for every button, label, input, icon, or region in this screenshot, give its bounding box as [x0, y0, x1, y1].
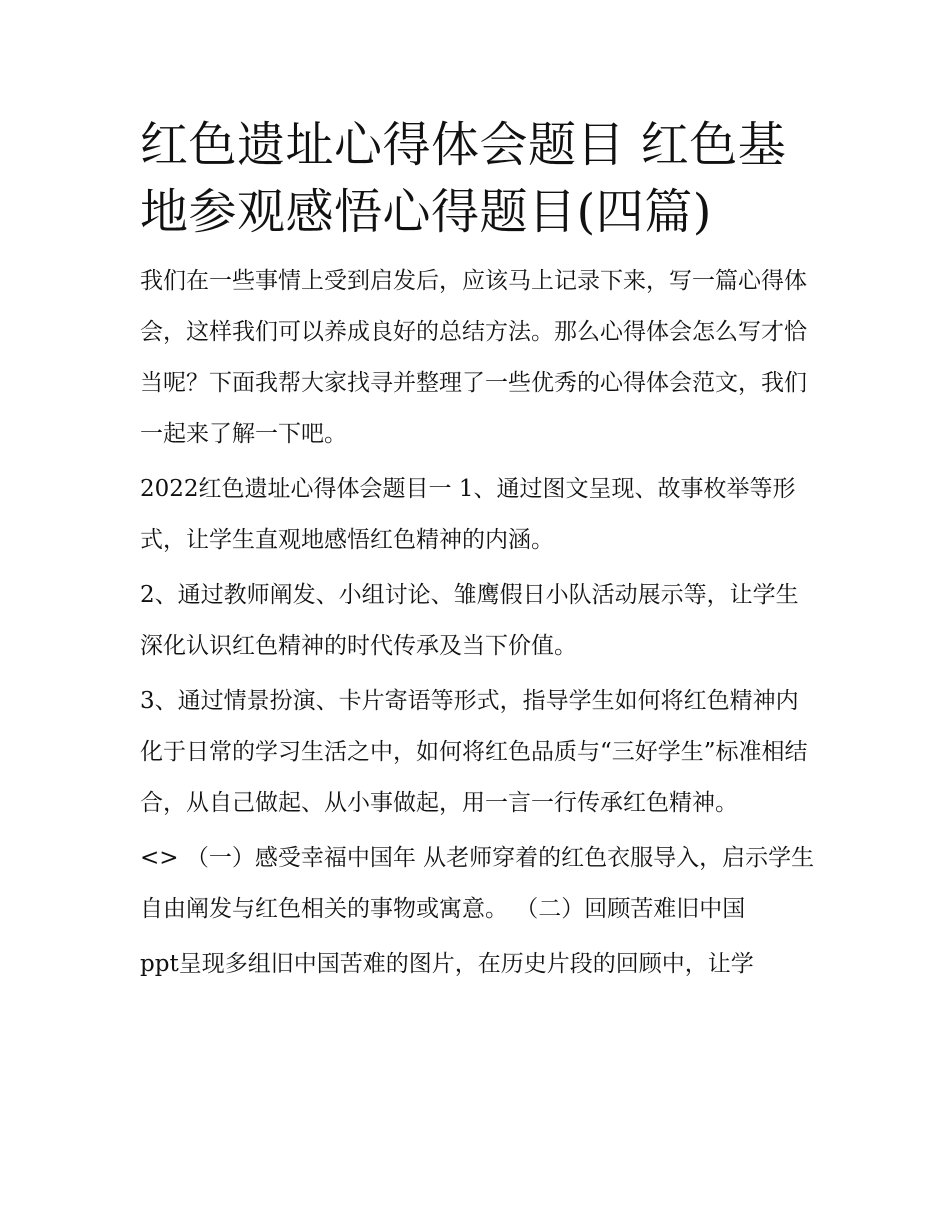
paragraph-section-1: <> （一）感受幸福中国年 从老师穿着的红色衣服导入，启示学生自由阐发与红色相关的事物或寓意。 （二）回顾苦难旧中国: [140, 845, 815, 922]
paragraph-intro: 我们在一些事情上受到启发后，应该马上记录下来，写一篇心得体会，这样我们可以养成良好的总结方法。那么心得体会怎么写才恰当呢？下面我帮大家找寻并整理了一些优秀的心得体会范文，我们一起来了解一下吧。: [140, 268, 807, 447]
document-title: 红色遗址心得体会题目 红色基地参观感悟心得题目(四篇): [140, 117, 787, 240]
paragraph-item-3: 3、通过情景扮演、卡片寄语等形式，指导学生如何将红色精神内化于日常的学习生活之中，如何将红色品质与“三好学生”标准相结合，从自己做起、从小事做起，用一言一行传承红色精神。: [140, 688, 808, 816]
paragraph-item-2: 2、通过教师阐发、小组讨论、雏鹰假日小队活动展示等，让学生深化认识红色精神的时代传承及当下价值。: [140, 582, 799, 659]
paragraph-ppt: ppt呈现多组旧中国苦难的图片，在历史片段的回顾中，让学: [140, 951, 754, 977]
document-body: [140, 112, 820, 994]
paragraph-item-1: 2022红色遗址心得体会题目一 1、通过图文呈现、故事枚举等形式，让学生直观地感悟红色精神的内涵。: [140, 476, 796, 553]
